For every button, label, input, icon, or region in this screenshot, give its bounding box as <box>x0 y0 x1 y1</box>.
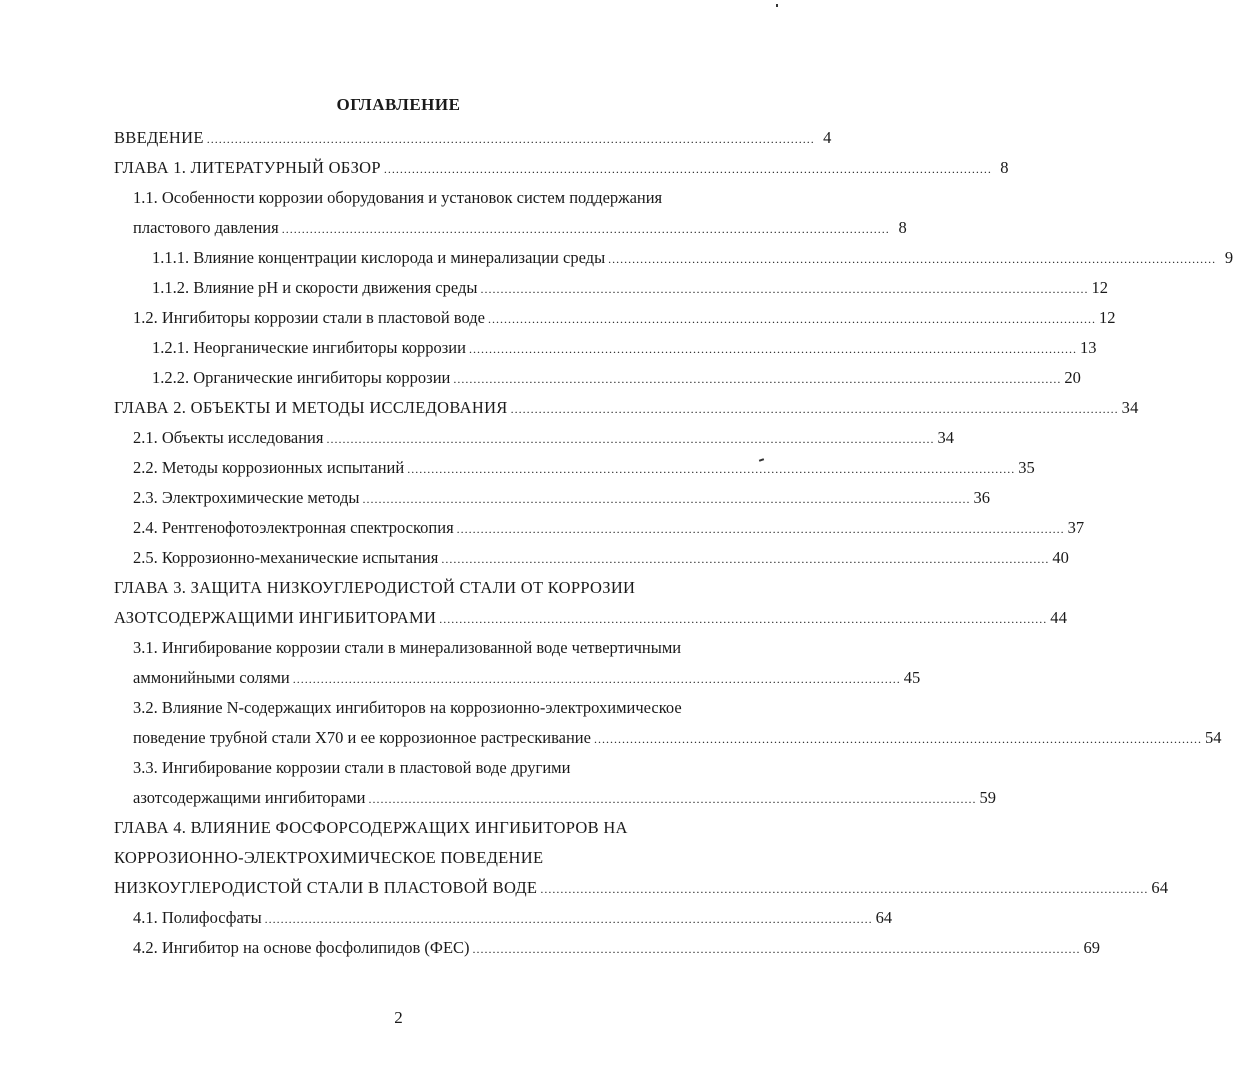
dot-leader: ........................................................................................................................................................ <box>206 132 815 146</box>
toc-page-number: 34 <box>1121 398 1139 417</box>
toc-entry-1-1 <box>133 214 907 238</box>
toc-page-number: 69 <box>1083 938 1101 957</box>
toc-entry-text: 2.3. Электрохимические методы <box>133 488 360 507</box>
toc-entry-text: ГЛАВА 1. ЛИТЕРАТУРНЫЙ ОБЗОР <box>114 158 381 177</box>
dot-leader: ........................................................................................................................................................ <box>456 522 1065 536</box>
dot-leader: ........................................................................................................................................................ <box>441 552 1050 566</box>
dot-leader: ........................................................................................................................................................ <box>487 312 1096 326</box>
dot-leader: ........................................................................................................................................................ <box>453 372 1062 386</box>
dot-leader: ........................................................................................................................................................ <box>593 732 1202 746</box>
toc-entry-text: поведение трубной стали Х70 и ее коррозионное растрескивание <box>133 728 591 747</box>
toc-entry-chapter-2 <box>114 394 1139 418</box>
dot-leader: ........................................................................................................................................................ <box>472 942 1081 956</box>
toc-page-number: 37 <box>1067 518 1085 537</box>
toc-entry-3-3 <box>133 784 996 808</box>
dot-leader: ........................................................................................................................................................ <box>362 492 971 506</box>
dot-leader: ........................................................................................................................................................ <box>281 222 890 236</box>
dot-leader: ........................................................................................................................................................ <box>510 402 1119 416</box>
toc-entry-intro <box>114 124 832 148</box>
toc-entry-1-1-2 <box>152 274 1108 298</box>
toc-entry-text: 1.2.1. Неорганические ингибиторы коррозии <box>152 338 466 357</box>
toc-page-number: 44 <box>1050 608 1068 627</box>
dot-leader: ........................................................................................................................................................ <box>468 342 1077 356</box>
toc-entry-text: 1.2. Ингибиторы коррозии стали в пластовой воде <box>133 308 485 327</box>
toc-page-number: 12 <box>1098 308 1116 327</box>
toc-entry-text: 1.1.1. Влияние концентрации кислорода и минерализации среды <box>152 248 606 267</box>
toc-entry-text: 2.4. Рентгенофотоэлектронная спектроскопия <box>133 518 454 537</box>
dot-leader: ........................................................................................................................................................ <box>608 252 1217 266</box>
toc-entry-2-3 <box>133 484 990 508</box>
dot-leader: ........................................................................................................................................................ <box>326 432 935 446</box>
toc-entry-2-1 <box>133 424 954 448</box>
toc-entry-4-2 <box>133 934 1101 958</box>
dot-leader: ........................................................................................................................................................ <box>292 672 901 686</box>
dot-leader: ........................................................................................................................................................ <box>383 162 992 176</box>
toc-entry-text: АЗОТСОДЕРЖАЩИМИ ИНГИБИТОРАМИ <box>114 608 437 627</box>
toc-entry-3-1 <box>133 664 921 688</box>
toc-entry-chapter-3-line1: ГЛАВА 3. ЗАЩИТА НИЗКОУГЛЕРОДИСТОЙ СТАЛИ ОТ КОРРОЗИИ <box>114 578 636 597</box>
toc-entry-text: 2.2. Методы коррозионных испытаний <box>133 458 405 477</box>
toc-page-number: 36 <box>973 488 990 507</box>
dot-leader: ........................................................................................................................................................ <box>540 882 1149 896</box>
toc-page-number: 4 <box>823 128 832 147</box>
dot-leader: ........................................................................................................................................................ <box>368 792 977 806</box>
toc-entry-text: 4.2. Ингибитор на основе фосфолипидов (ФЕС) <box>133 938 470 957</box>
toc-page-number: 8 <box>1000 158 1009 177</box>
toc-entry-text: 1.2.2. Органические ингибиторы коррозии <box>152 368 451 387</box>
toc-page-number: 54 <box>1204 728 1222 747</box>
page-number: 2 <box>394 1008 403 1027</box>
toc-entry-1-1-line1: 1.1. Особенности коррозии оборудования и установок систем поддержания <box>133 188 663 207</box>
toc-entry-text: ГЛАВА 2. ОБЪЕКТЫ И МЕТОДЫ ИССЛЕДОВАНИЯ <box>114 398 508 417</box>
toc-entry-4-1 <box>133 904 893 928</box>
toc-page-number: 20 <box>1064 368 1081 387</box>
toc-page-number: 12 <box>1091 278 1108 297</box>
toc-title: ОГЛАВЛЕНИЕ <box>336 95 461 114</box>
toc-entry-chapter-1 <box>114 154 1009 178</box>
toc-page-number: 64 <box>875 908 893 927</box>
toc-entry-1-2-1 <box>152 334 1097 358</box>
toc-entry-text: 2.1. Объекты исследования <box>133 428 324 447</box>
toc-entry-text: НИЗКОУГЛЕРОДИСТОЙ СТАЛИ В ПЛАСТОВОЙ ВОДЕ <box>114 878 538 897</box>
toc-entry-chapter-4 <box>114 874 1169 898</box>
toc-entry-1-2 <box>133 304 1116 328</box>
toc-entry-1-1-1 <box>152 244 1233 268</box>
toc-page-number: 35 <box>1018 458 1035 477</box>
toc-page-number: 13 <box>1079 338 1097 357</box>
toc-page-number: 45 <box>903 668 921 687</box>
dot-leader: ........................................................................................................................................................ <box>439 612 1048 626</box>
toc-entry-chapter-4-line2: КОРРОЗИОННО-ЭЛЕКТРОХИМИЧЕСКОЕ ПОВЕДЕНИЕ <box>114 848 544 867</box>
dot-leader: ........................................................................................................................................................ <box>480 282 1089 296</box>
toc-entry-text: 2.5. Коррозионно-механические испытания <box>133 548 439 567</box>
dot-leader: ........................................................................................................................................................ <box>407 462 1016 476</box>
toc-entry-text: азотсодержащими ингибиторами <box>133 788 366 807</box>
toc-entry-2-4 <box>133 514 1085 538</box>
toc-entry-3-2 <box>133 724 1222 748</box>
toc-entry-chapter-3 <box>114 604 1068 628</box>
toc-entry-text: 1.1.2. Влияние pH и скорости движения среды <box>152 278 478 297</box>
toc-entry-text: ВВЕДЕНИЕ <box>114 128 204 147</box>
toc-page-number: 40 <box>1052 548 1069 567</box>
toc-page-number: 64 <box>1151 878 1169 897</box>
dot-leader: ........................................................................................................................................................ <box>264 912 873 926</box>
toc-entry-2-5 <box>133 544 1069 568</box>
toc-entry-text: 4.1. Полифосфаты <box>133 908 262 927</box>
toc-page-number: 34 <box>937 428 954 447</box>
toc-entry-2-2 <box>133 454 1035 478</box>
toc-entry-text: пластового давления <box>133 218 279 237</box>
toc-entry-3-1-line1: 3.1. Ингибирование коррозии стали в минерализованной воде четвертичными <box>133 638 682 657</box>
scan-speck <box>776 4 778 7</box>
toc-entry-text: аммонийными солями <box>133 668 290 687</box>
toc-entry-3-2-line1: 3.2. Влияние N-содержащих ингибиторов на коррозионно-электрохимическое <box>133 698 682 717</box>
toc-page-number: 9 <box>1224 248 1233 267</box>
toc-page-number: 59 <box>979 788 996 807</box>
toc-page-number: 8 <box>898 218 907 237</box>
toc-entry-3-3-line1: 3.3. Ингибирование коррозии стали в пластовой воде другими <box>133 758 571 777</box>
toc-entry-chapter-4-line1: ГЛАВА 4. ВЛИЯНИЕ ФОСФОРСОДЕРЖАЩИХ ИНГИБИТОРОВ НА <box>114 818 628 837</box>
toc-entry-1-2-2 <box>152 364 1081 388</box>
